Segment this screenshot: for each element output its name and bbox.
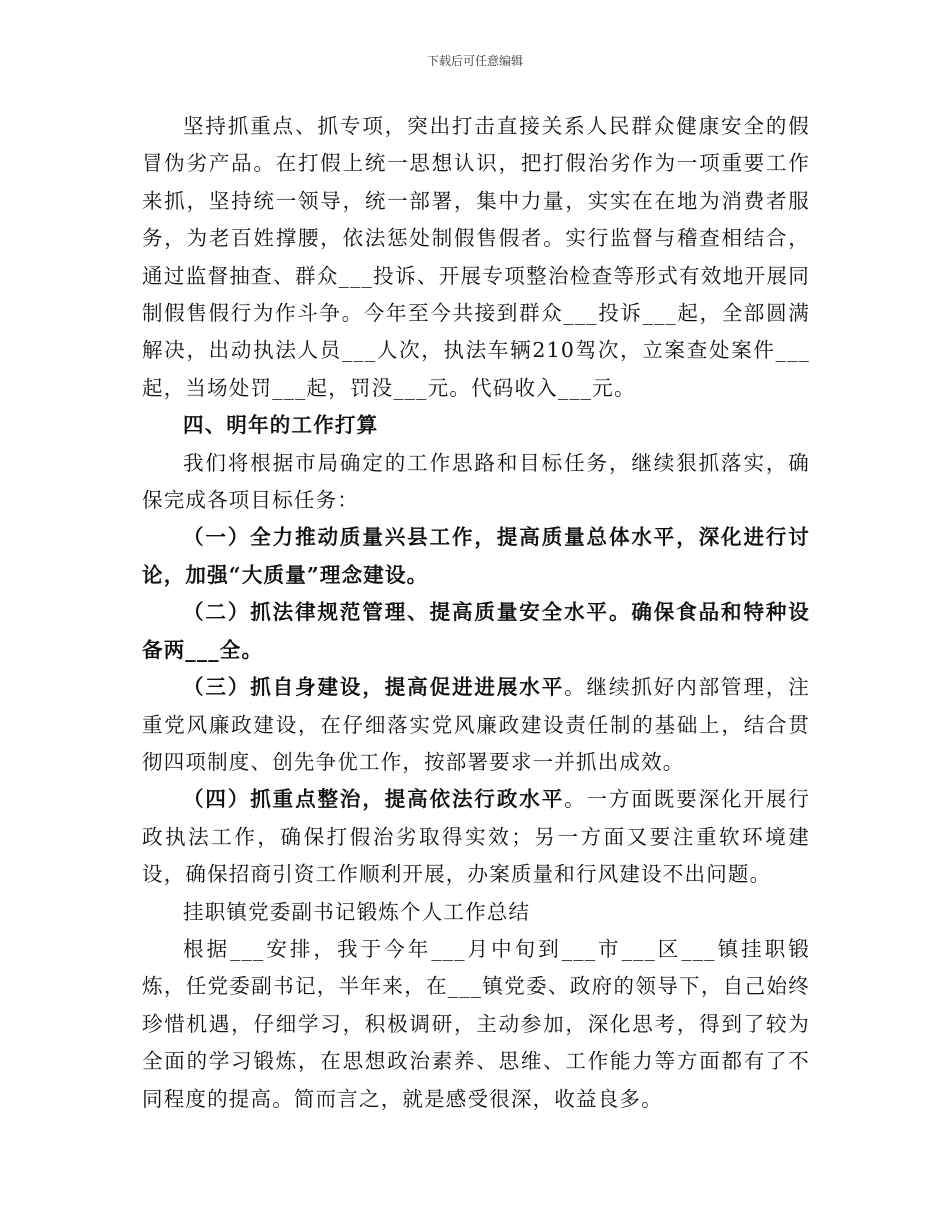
section-heading-next-year-plan: 四、明年的工作打算 (183, 413, 379, 438)
paragraph-anti-counterfeit: 坚持抓重点、抓专项，突出打击直接关系人民群众健康安全的假冒伪劣产品。在打假上统一思想认识，把打假治劣作为一项重要工作来抓，坚持统一领导，统一部署，集中力量，实实在在地为消费者服务，为老百姓撑腰，依法惩处制假售假者。实行监督与稽查相结合，通过监督抽查、群众___投诉、开展专项整治检查等形式有效地开展同制假售假行为作斗争。今年至今共接到群众___投诉___起，全部圆满解决，出动执法人员___人次，执法车辆210驾次，立案查处案件___起，当场处罚___起，罚没___元。代码收入___元。 (142, 114, 810, 400)
plan-item-4 (142, 781, 810, 893)
plan-item-2: （二）抓法律规范管理、提高质量安全水平。确保食品和特种设备两___全。 (142, 600, 810, 662)
plan-item-1: （一）全力推动质量兴县工作，提高质量总体水平，深化进行讨论，加强“大质量”理念建设。 (142, 525, 810, 587)
paragraph-secondment-intro: 根据___安排，我于今年___月中旬到___市___区___镇挂职锻炼，任党委副书记，半年来，在___镇党委、政府的领导下，自己始终珍惜机遇，仔细学习，积极调研，主动参加，深化思考，得到了较为全面的学习锻炼，在思想政治素养、思维、工作能力等方面都有了不同程度的提高。简而言之，就是感受很深，收益良多。 (142, 936, 810, 1111)
document-body (142, 108, 810, 1118)
paragraph-plan-intro: 我们将根据市局确定的工作思路和目标任务，继续狠抓落实，确保完成各项目标任务： (142, 450, 810, 513)
document-title-secondment-summary: 挂职镇党委副书记锻炼个人工作总结 (183, 899, 531, 924)
page-header: 下载后可任意编辑 (426, 54, 523, 68)
plan-item-3 (142, 669, 810, 781)
plan-item-4-title: （四）抓重点整治，提高依法行政水平 (183, 787, 565, 812)
plan-item-3-title: （三）抓自身建设，提高促进进展水平 (183, 675, 565, 700)
plan-item-3-body: 。继续抓好内部管理，注重党风廉政建设，在仔细落实党风廉政建设责任制的基础上，结合贯彻四项制度、创先争优工作，按部署要求一并抓出成效。 (142, 675, 810, 774)
plan-item-4-body: 。一方面既要深化开展行政执法工作，确保打假治劣取得实效；另一方面又要注重软环境建设，确保招商引资工作顺利开展，办案质量和行风建设不出问题。 (142, 787, 810, 887)
